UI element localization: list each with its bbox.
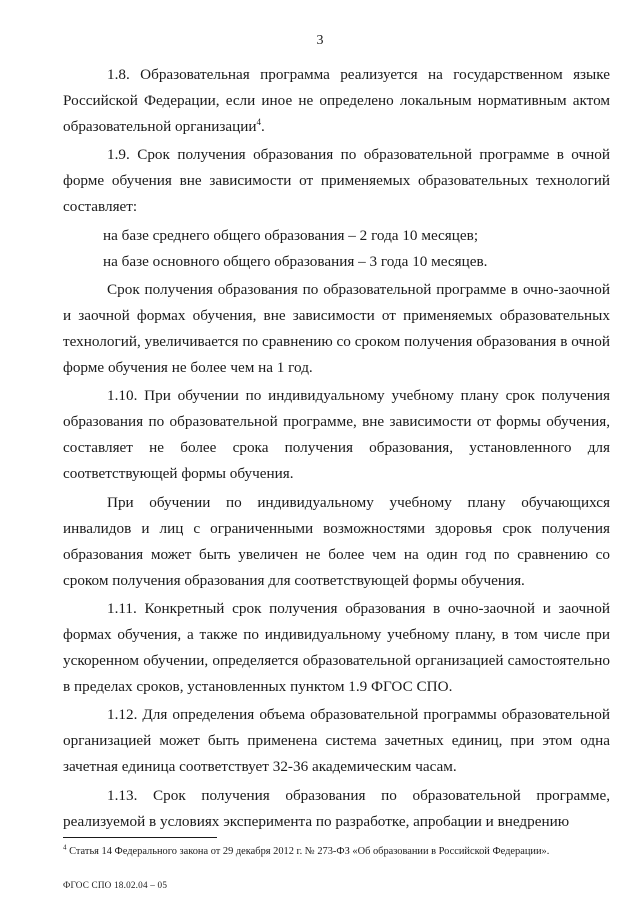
paragraph-1-9: 1.9. Срок получения образования по образовательной программе в очной форме обучения вне зависимости от применяемых образовательных технологий составляет: — [63, 146, 610, 216]
footnote-reference: 4 — [256, 117, 262, 128]
page-number: 3 — [316, 33, 324, 48]
paragraph-1-8-text: 1.8. Образовательная программа реализуется на государственном языке Российской Федерации, если иное не определено локальным нормативным актом образовательной организации — [63, 66, 610, 136]
paragraph-1-11: 1.11. Конкретный срок получения образования в очно-заочной и заочной формах обучения, а также по индивидуальному учебному плану, в том числе при ускоренном обучении, определяется образовательной организацией самостоятельно в пределах сроков, установленных пунктом 1.9 ФГОС СПО. — [63, 599, 610, 696]
paragraph-1-13: 1.13. Срок получения образования по образовательной программе, реализуемой в условиях эксперимента по разработке, апробации и внедрению — [63, 786, 610, 830]
paragraph-1-9-item-basic: на базе основного общего образования – 3 года 10 месяцев. — [103, 252, 488, 270]
footnote-divider — [63, 837, 217, 838]
paragraph-1-8 — [63, 62, 610, 140]
paragraph-1-10: 1.10. При обучении по индивидуальному учебному плану срок получения образования по образовательной программе, вне зависимости от формы обучения, составляет не более срока получения образования, установленного для соответствующей формы обучения. — [63, 387, 610, 483]
document-code: ФГОС СПО 18.02.04 – 05 — [63, 880, 168, 890]
paragraph-1-10-disabled: При обучении по индивидуальному учебному плану обучающихся инвалидов и лиц с ограниченными возможностями здоровья срок получения образования может быть увеличен не более чем на один год по сравнению со сроком получения образования для соответствующей формы обучения. — [63, 493, 610, 589]
paragraph-1-9-item-secondary: на базе среднего общего образования – 2 года 10 месяцев; — [103, 226, 479, 244]
paragraph-1-12: 1.12. Для определения объема образовательной программы образовательной организацией может быть применена система зачетных единиц, при этом одна зачетная единица соответствует 32-36 академическим часам. — [63, 706, 610, 776]
document-body — [63, 62, 610, 837]
paragraph-1-9-extramural: Срок получения образования по образовательной программе в очно-заочной и заочной формах обучения, вне зависимости от применяемых образовательных технологий, увеличивается по сравнению со сроком получения образования в очной форме обучения не более чем на 1 год. — [63, 280, 610, 377]
footnote-marker: 4 — [63, 843, 67, 852]
paragraph-1-8-end: . — [261, 118, 265, 136]
footnote-text: Статья 14 Федерального закона от 29 декабря 2012 г. № 273-ФЗ «Об образовании в Российской Федерации». — [66, 846, 550, 857]
footnote — [63, 845, 610, 858]
